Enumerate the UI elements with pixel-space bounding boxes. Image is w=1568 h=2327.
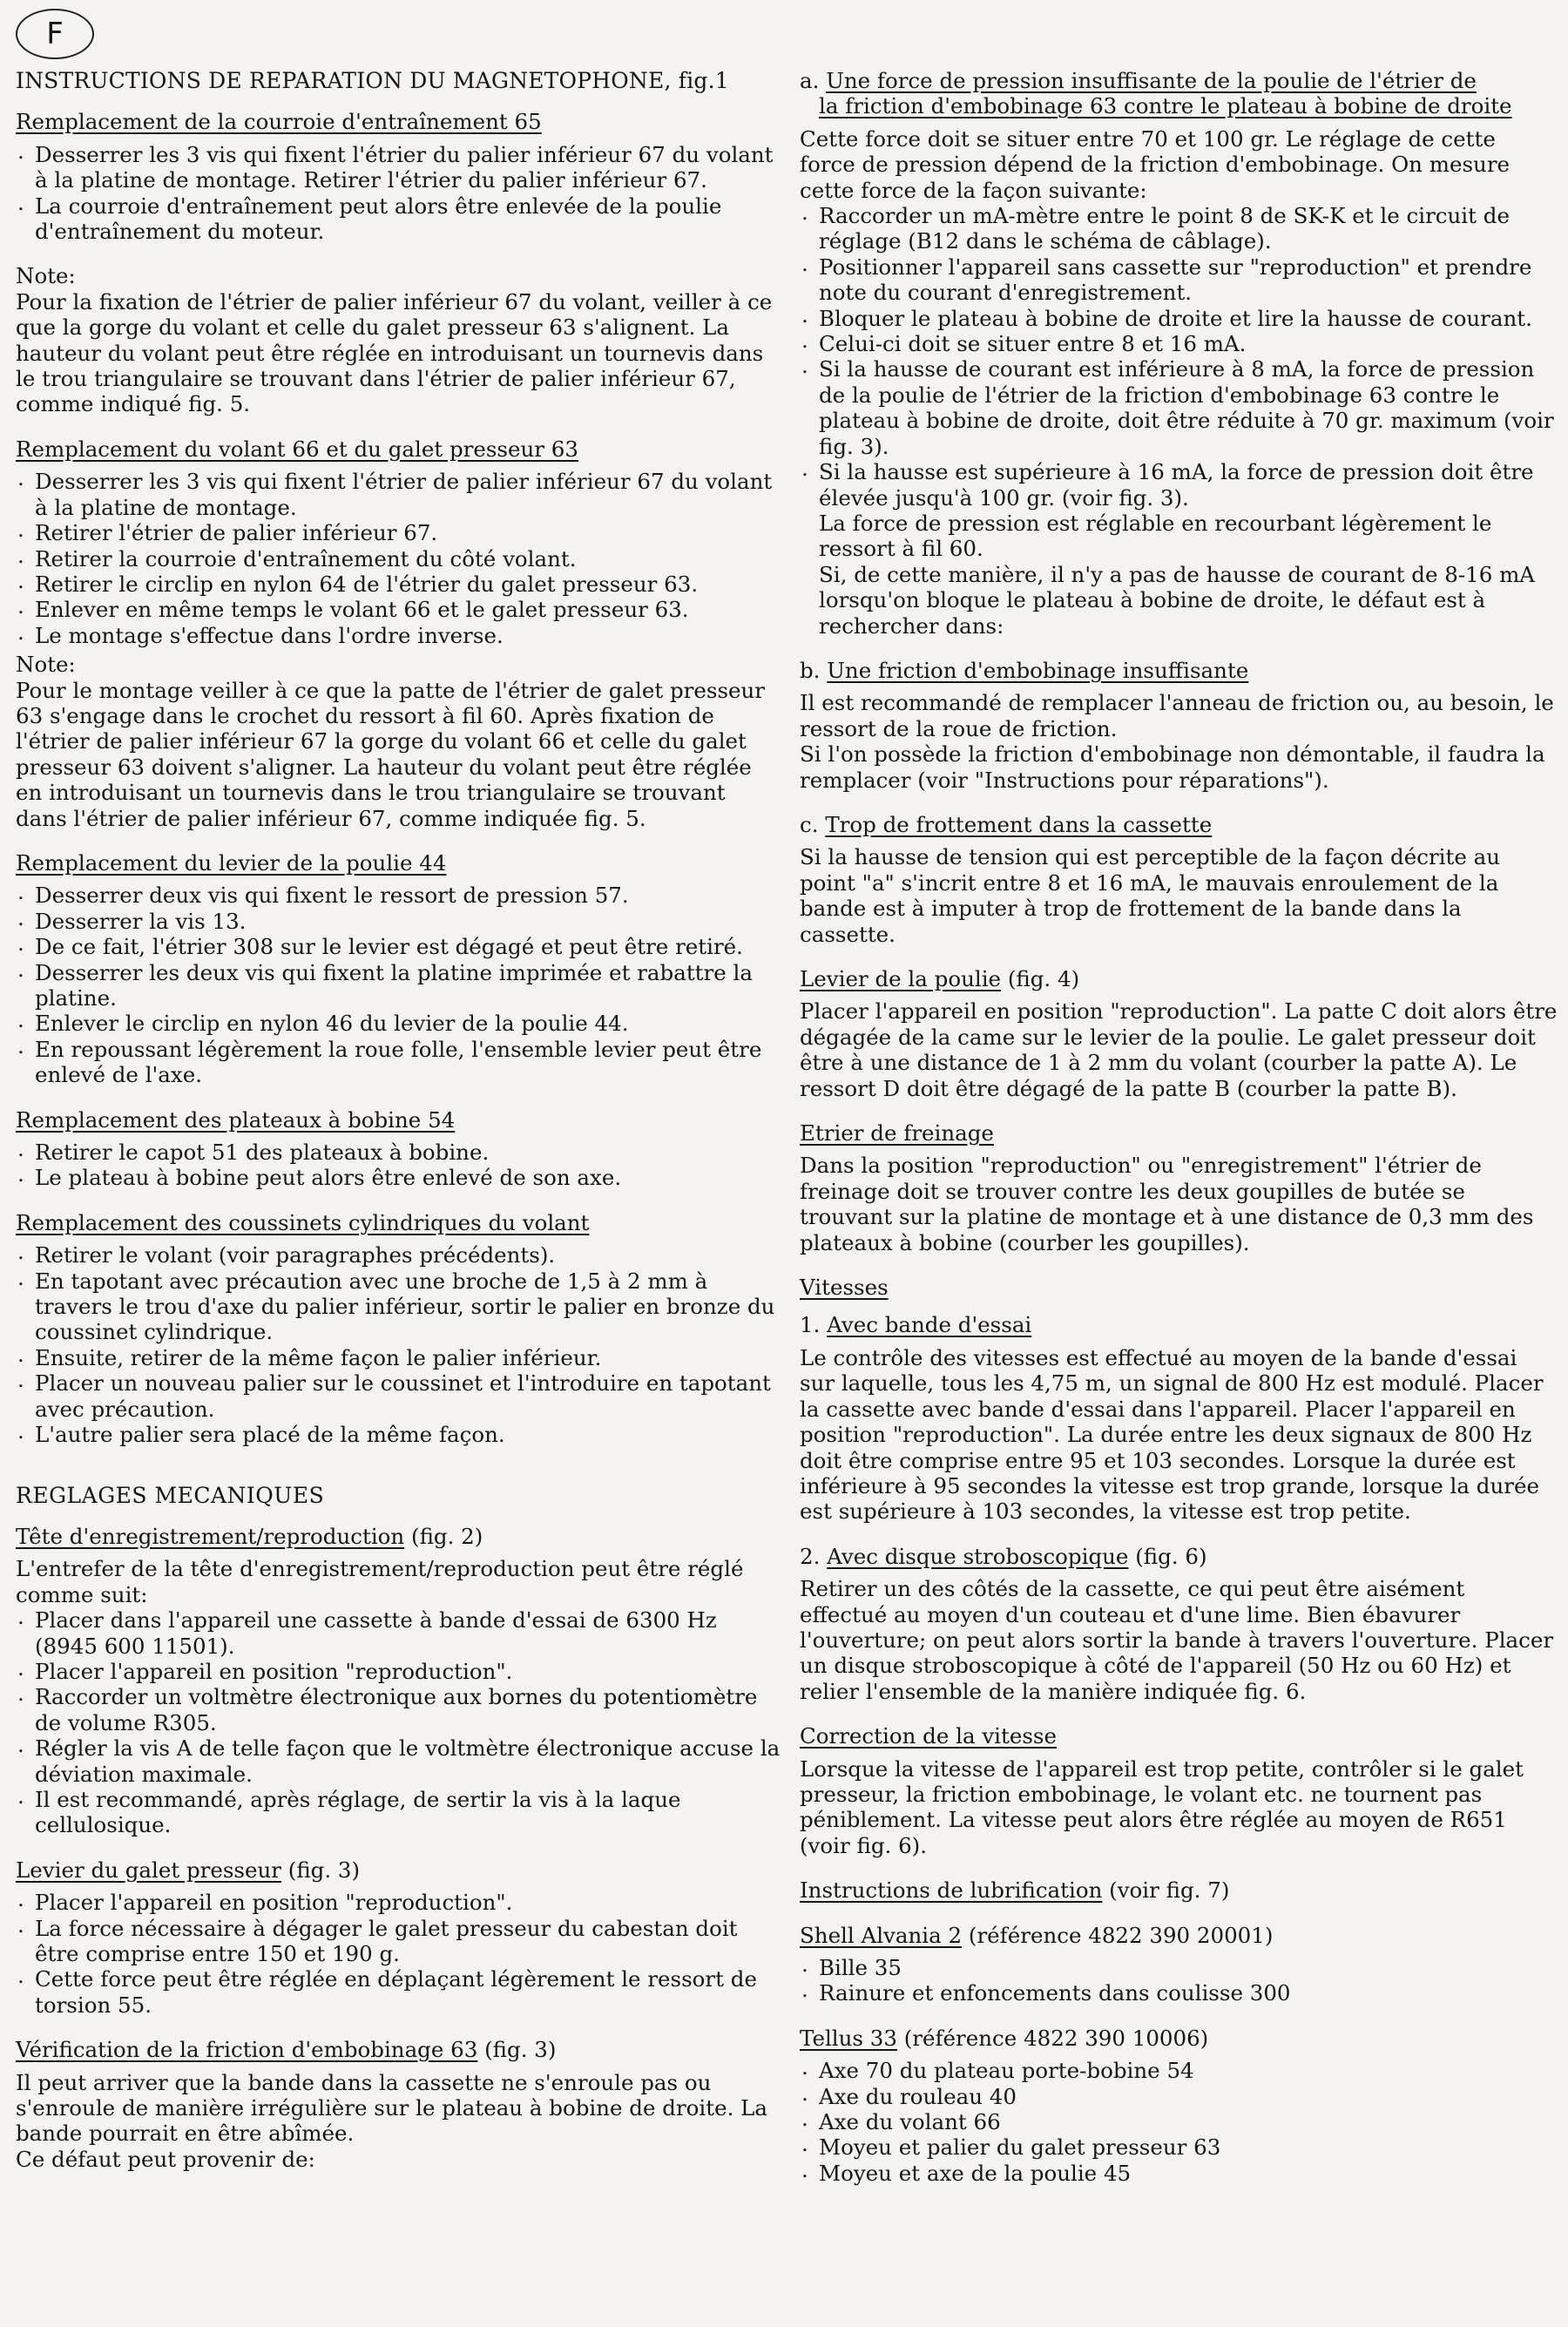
body-text: Le contrôle des vitesses est effectué au moyen de la bande d'essai sur laquelle, tous les 4,75 m, un signal de 800 Hz est modulé. Placer la cassette avec bande d'essai dans l'appareil. Placer l'appareil en position "reproduction". La durée entre les deux signaux de 800 Hz doit être comprise entre 95 et 103 secondes. Lorsque la durée est inférieure à 95 secondes la vitesse est trop grande, lorsque la durée est supérieure à 103 secondes, la vitesse est trop petite. xyxy=(800,1344,1544,1525)
list-item: . Placer l'appareil en position "reproduction". xyxy=(16,1659,782,1684)
heading-suffix: (voir fig. 7) xyxy=(1102,1877,1230,1904)
section-galet xyxy=(16,1857,782,2018)
list-item: . Moyeu et axe de la poulie 45 xyxy=(800,2161,1558,2186)
list-item: . Celui-ci doit se situer entre 8 et 16 mA. xyxy=(800,331,1558,356)
list-item: . Axe du rouleau 40 xyxy=(800,2084,1558,2109)
note-text: Pour la fixation de l'étrier de palier inférieur 67 du volant, veiller à ce que la gorge du volant et celle du galet presseur 63 s'alignent. La hauteur du volant peut être réglée en introduisant un tournevis dans le trou triangulaire se trouvant dans l'étrier de palier inférieur 67, comme indiqué fig. 5. xyxy=(16,288,773,417)
list-item: . Placer l'appareil en position "reproduction". xyxy=(16,1890,782,1915)
list-item: . Desserrer les 3 vis qui fixent l'étrier de palier inférieur 67 du volant à la platine de montage. xyxy=(16,469,782,520)
section-heading-line xyxy=(16,1524,782,1549)
bullet-list xyxy=(16,1607,782,1838)
bullet-list xyxy=(800,203,1558,511)
section-shell xyxy=(800,1923,1558,2006)
item-prefix: a. xyxy=(800,68,827,93)
section-heading-line xyxy=(800,1877,1558,1903)
section-levier-poulie xyxy=(16,850,782,1088)
list-item: . Retirer l'étrier de palier inférieur 67. xyxy=(16,520,782,545)
section-heading: Levier du galet presseur xyxy=(16,1857,281,1883)
body-text: Si, de cette manière, il n'y a pas de hausse de courant de 8-16 mA lorsqu'on bloque le plateau à bobine de droite, le défaut est à rechercher dans: xyxy=(819,561,1535,639)
section-heading: Remplacement du levier de la poulie 44 xyxy=(16,849,447,876)
section-vitesses xyxy=(800,1275,1558,1704)
heading-suffix: (fig. 2) xyxy=(404,1523,483,1549)
note-label: Note: xyxy=(16,263,76,289)
page-title: INSTRUCTIONS DE REPARATION DU MAGNETOPHONE, fig.1 xyxy=(16,68,729,93)
list-item: . Enlever le circlip en nylon 46 du levier de la poulie 44. xyxy=(16,1011,782,1036)
section-heading: Vitesses xyxy=(800,1275,889,1301)
body-text: Placer l'appareil en position "reproduction". La patte C doit alors être dégagée de la came sur le levier de la poulie. Le galet presseur doit être à une distance de 1 à 2 mm du volant (courber la patte A). Le ressort D doit être dégagé de la patte B (courber la patte B). xyxy=(800,998,1558,1101)
list-item: . Retirer le capot 51 des plateaux à bobine. xyxy=(16,1140,782,1165)
list-item: . Placer dans l'appareil une cassette à bande d'essai de 6300 Hz (8945 600 11501). xyxy=(16,1607,782,1659)
list-item: . Enlever en même temps le volant 66 et le galet presseur 63. xyxy=(16,597,782,622)
body-text: Si la hausse de tension qui est perceptible de la façon décrite au point "a" s'incrit entre 8 et 16 mA, le mauvais enroulement de la bande est à imputer à trop de frottement de la bande dans la cassette. xyxy=(800,844,1501,947)
bullet-list xyxy=(16,142,782,245)
list-item: . Desserrer la vis 13. xyxy=(16,909,782,934)
body-text: Lorsque la vitesse de l'appareil est trop petite, contrôler si le galet presseur, la friction embobinage, le volant etc. ne tournent pas péniblement. La vitesse peut alors être réglée au moyen de R651 (voir fig. 6). xyxy=(800,1755,1524,1858)
subheading-line xyxy=(800,1544,1558,1569)
section-heading: Vérification de la friction d'embobinage 63 xyxy=(16,2037,478,2063)
bullet-list xyxy=(16,883,782,1087)
bullet-list xyxy=(16,1242,782,1447)
section-heading: Correction de la vitesse xyxy=(800,1723,1058,1749)
list-item: . Bloquer le plateau à bobine de droite et lire la hausse de courant. xyxy=(800,306,1558,331)
section-heading-line xyxy=(800,658,1558,683)
intro-text: Cette force doit se situer entre 70 et 100 gr. Le réglage de cette force de pression dépend de la friction d'embobinage. On mesure cette force de la façon suivante: xyxy=(800,125,1511,203)
item-prefix: b. xyxy=(800,657,828,683)
section-a xyxy=(800,68,1558,639)
section-correction xyxy=(800,1723,1558,1858)
list-item: . En repoussant légèrement la roue folle, l'ensemble levier peut être enlevé de l'axe. xyxy=(16,1037,782,1088)
section-coussinets xyxy=(16,1210,782,1448)
list-item: . Ensuite, retirer de la même façon le palier inférieur. xyxy=(16,1345,782,1370)
bullet-list xyxy=(16,469,782,648)
list-item: . Desserrer les deux vis qui fixent la platine imprimée et rabattre la platine. xyxy=(16,960,782,1011)
subheading-line xyxy=(800,1312,1558,1337)
list-item: . L'autre palier sera placé de la même façon. xyxy=(16,1422,782,1447)
list-item: . Raccorder un mA-mètre entre le point 8 de SK-K et le circuit de réglage (B12 dans le schéma de câblage). xyxy=(800,203,1558,254)
body-text: Il est recommandé de remplacer l'anneau de friction ou, au besoin, le ressort de la roue de friction. xyxy=(800,690,1554,741)
section-tete xyxy=(16,1524,782,1838)
list-item: . Positionner l'appareil sans cassette sur "reproduction" et prendre note du courant d'enregistrement. xyxy=(800,254,1558,306)
list-item: . Placer un nouveau palier sur le coussinet et l'introduire en tapotant avec précaution. xyxy=(16,1370,782,1422)
section-heading: Shell Alvania 2 xyxy=(800,1922,963,1948)
list-item: . Axe 70 du plateau porte-bobine 54 xyxy=(800,2058,1558,2083)
list-item: . Cette force peut être réglée en déplaçant légèrement le ressort de torsion 55. xyxy=(16,1966,782,2018)
bullet-list xyxy=(800,2058,1558,2186)
heading-suffix: (fig. 4) xyxy=(1001,966,1080,991)
body-text: Ce défaut peut provenir de: xyxy=(16,2146,315,2172)
section-heading-line xyxy=(16,2037,782,2062)
section-levier xyxy=(800,966,1558,1101)
section-verification xyxy=(16,2037,782,2172)
list-item: . Si la hausse de courant est inférieure à 8 mA, la force de pression de la poulie de l'étrier de la friction d'embobinage 63 contre le plateau à bobine de droite, doit être réduite à 70 gr. maximum (voir fig. 3). xyxy=(800,356,1558,459)
section-heading-line xyxy=(16,1857,782,1883)
section-heading: Levier de la poulie xyxy=(800,966,1002,991)
section-heading: Une force de pression insuffisante de la poulie de l'étrier de xyxy=(826,68,1477,93)
section-heading-line xyxy=(800,1923,1558,1948)
list-item: . Régler la vis A de telle façon que le voltmètre électronique accuse la déviation maximale. xyxy=(16,1735,782,1787)
heading-suffix: (fig. 3) xyxy=(280,1857,361,1883)
heading-suffix: (référence 4822 390 10006) xyxy=(896,2025,1209,2051)
section-heading-line xyxy=(800,812,1558,837)
list-item: . La force nécessaire à dégager le galet presseur du cabestan doit être comprise entre 150 et 190 g. xyxy=(16,1916,782,1967)
list-item: . De ce fait, l'étrier 308 sur le levier est dégagé et peut être retiré. xyxy=(16,934,782,959)
note-label: Note: xyxy=(16,652,76,678)
body-text: La force de pression est réglable en recourbant légèrement le ressort à fil 60. xyxy=(819,510,1492,562)
body-text: Si l'on possède la friction d'embobinage non démontable, il faudra la remplacer (voir "Instructions pour réparations"). xyxy=(800,741,1545,793)
section-tellus xyxy=(800,2026,1558,2186)
body-text: Retirer un des côtés de la cassette, ce qui peut être aisément effectué au moyen d'un couteau et d'une lime. Bien ébavurer l'ouverture; on peut alors sortir la bande à travers l'ouverture. Placer un disque stroboscopique à côté de l'appareil (50 Hz ou 60 Hz) et relier l'ensemble de la manière indiquée fig. 6. xyxy=(800,1576,1554,1704)
right-column xyxy=(800,68,1558,2205)
bullet-list xyxy=(16,1140,782,1191)
section-b xyxy=(800,658,1558,793)
section-heading: Etrier de freinage xyxy=(800,1120,994,1147)
item-prefix: 2. xyxy=(800,1543,828,1569)
bullet-list xyxy=(16,1890,782,2018)
section-heading: Remplacement de la courroie d'entraînement 65 xyxy=(16,109,542,135)
section-heading-line xyxy=(800,966,1558,991)
subsection-heading: Avec disque stroboscopique xyxy=(827,1543,1129,1569)
list-item: . Rainure et enfoncements dans coulisse 300 xyxy=(800,1980,1558,2006)
list-item: . Il est recommandé, après réglage, de sertir la vis à la laque cellulosique. xyxy=(16,1787,782,1838)
intro-text: L'entrefer de la tête d'enregistrement/reproduction peut être réglé comme suit: xyxy=(16,1556,744,1607)
body-text: Dans la position "reproduction" ou "enregistrement" l'étrier de freinage doit se trouver contre les deux goupilles de butée se trouvant sur la platine de montage et à une distance de 0,3 mm des plateaux à bobine (courber les goupilles). xyxy=(800,1153,1534,1255)
section-c xyxy=(800,812,1558,947)
note-text: Pour le montage veiller à ce que la patte de l'étrier de galet presseur 63 s'engage dans le crochet du ressort à fil 60. Après fixation de l'étrier de palier inférieur 67 la gorge du volant 66 et celle du galet presseur 63 doivent s'aligner. La hauteur du volant peut être réglée en introduisant un tournevis dans le trou triangulaire se trouvant dans l'étrier de palier inférieur 67, comme indiquée fig. 5. xyxy=(16,677,766,831)
list-item: . Retirer le volant (voir paragraphes précédents). xyxy=(16,1242,782,1268)
heading-suffix: (fig. 3) xyxy=(477,2037,557,2063)
subsection-heading: Avec bande d'essai xyxy=(827,1312,1032,1338)
mechanical-title: REGLAGES MECANIQUES xyxy=(16,1482,325,1508)
list-item: . Desserrer les 3 vis qui fixent l'étrier du palier inférieur 67 du volant à la platine de montage. Retirer l'étrier du palier inférieur 67. xyxy=(16,142,782,193)
item-prefix: c. xyxy=(800,811,826,837)
body-text: Il peut arriver que la bande dans la cassette ne s'enroule pas ou s'enroule de manière irrégulière sur le plateau à bobine de droite. La bande pourrait en être abîmée. xyxy=(16,2069,768,2147)
list-item: . Retirer le circlip en nylon 64 de l'étrier du galet presseur 63. xyxy=(16,572,782,597)
list-item: . Le plateau à bobine peut alors être enlevé de son axe. xyxy=(16,1165,782,1190)
section-heading: Une friction d'embobinage insuffisante xyxy=(827,657,1249,683)
item-prefix: 1. xyxy=(800,1312,828,1338)
list-item: . Moyeu et palier du galet presseur 63 xyxy=(800,2134,1558,2160)
heading-suffix: (fig. 6) xyxy=(1128,1543,1207,1569)
section-heading: Remplacement des plateaux à bobine 54 xyxy=(16,1106,456,1133)
list-item: . Raccorder un voltmètre électronique aux bornes du potentiomètre de volume R305. xyxy=(16,1684,782,1735)
list-item: . Bille 35 xyxy=(800,1955,1558,1980)
left-column xyxy=(16,68,782,2191)
section-heading: Remplacement des coussinets cylindriques du volant xyxy=(16,1209,590,1235)
section-courroie xyxy=(16,109,782,416)
section-etrier xyxy=(800,1120,1558,1255)
section-heading: la friction d'embobinage 63 contre le plateau à bobine de droite xyxy=(819,93,1512,119)
list-item: . La courroie d'entraînement peut alors être enlevée de la poulie d'entraînement du moteur. xyxy=(16,193,782,245)
section-heading: Trop de frottement dans la cassette xyxy=(825,811,1213,837)
section-heading-line xyxy=(800,2026,1558,2051)
list-item: . Axe du volant 66 xyxy=(800,2109,1558,2134)
list-item: . Si la hausse est supérieure à 16 mA, la force de pression doit être élevée jusqu'à 100 gr. (voir fig. 3). xyxy=(800,459,1558,511)
list-item: . Retirer la courroie d'entraînement du côté volant. xyxy=(16,546,782,572)
language-badge: F xyxy=(16,9,94,59)
list-item: . Desserrer deux vis qui fixent le ressort de pression 57. xyxy=(16,883,782,908)
bullet-list xyxy=(800,1955,1558,2006)
heading-suffix: (référence 4822 390 20001) xyxy=(962,1922,1274,1948)
section-lubrification xyxy=(800,1877,1558,1903)
list-item: . En tapotant avec précaution avec une broche de 1,5 à 2 mm à travers le trou d'axe du palier inférieur, sortir le palier en bronze du coussinet cylindrique. xyxy=(16,1268,782,1345)
section-heading: Tellus 33 xyxy=(800,2025,897,2051)
section-heading: Remplacement du volant 66 et du galet presseur 63 xyxy=(16,436,578,462)
section-plateaux xyxy=(16,1107,782,1191)
section-heading: Instructions de lubrification xyxy=(800,1877,1103,1904)
section-volant xyxy=(16,436,782,831)
list-item: . Le montage s'effectue dans l'ordre inverse. xyxy=(16,623,782,648)
section-heading-line xyxy=(800,68,1558,119)
section-heading: Tête d'enregistrement/reproduction xyxy=(16,1523,405,1549)
